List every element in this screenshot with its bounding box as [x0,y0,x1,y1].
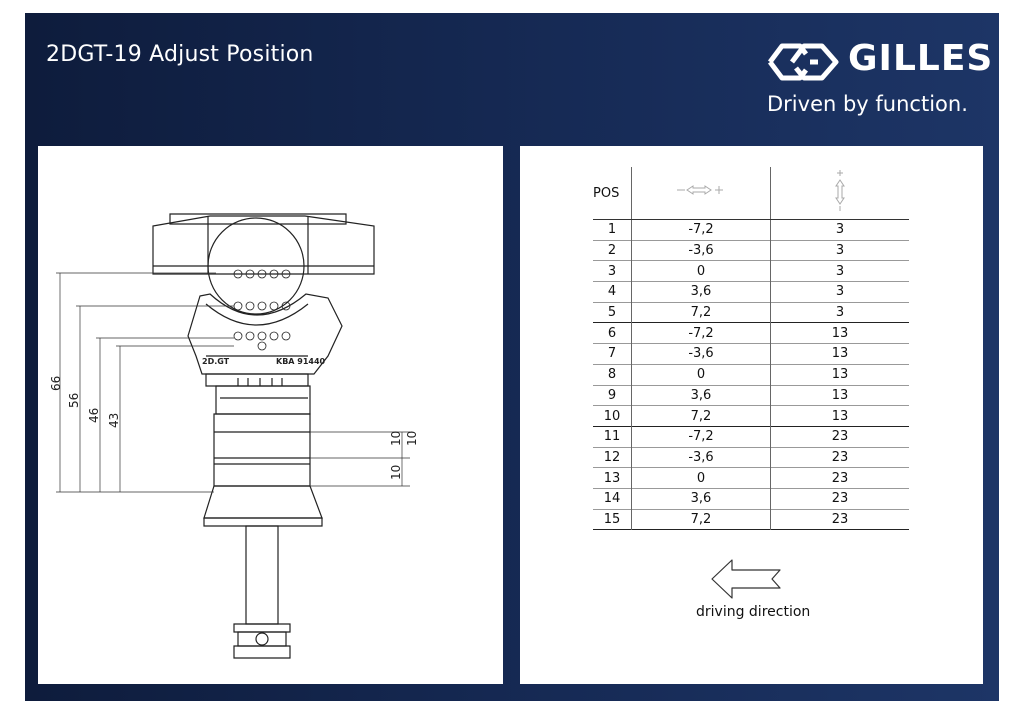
table-row [593,447,909,468]
table-row [593,468,909,489]
cell-vertical: 23 [771,468,910,489]
cell-horizontal: 0 [632,364,771,385]
dim-label: 66 [49,375,63,391]
cell-horizontal: 3,6 [632,385,771,406]
cell-pos: 3 [607,263,617,279]
cell-pos: 12 [603,449,621,465]
table-row [593,302,909,323]
table-row [593,406,909,427]
cell-pos: 14 [603,491,621,507]
cell-vertical: 23 [771,509,910,530]
table-row [593,282,909,303]
cell-vertical: 13 [771,344,910,365]
cell-vertical: 23 [771,447,910,468]
driving-direction-label: driving direction [696,604,811,620]
tagline: Driven by function. [767,92,968,116]
cell-pos: 2 [607,243,617,259]
cell-pos: 4 [607,284,617,300]
cell-vertical: 3 [771,220,910,241]
cell-pos: 15 [603,511,621,527]
part-number: KBA 91440 [276,357,326,366]
cell-vertical: 3 [771,282,910,303]
cell-vertical: 3 [771,240,910,261]
dim-label: 56 [67,392,81,408]
cell-vertical: 13 [771,364,910,385]
dim-label: 10 [389,430,403,446]
cell-pos: 5 [607,305,617,321]
table-row [593,426,909,447]
header-pos: POS [593,167,632,220]
cell-horizontal: 7,2 [632,302,771,323]
vertical-arrows-icon [771,167,910,220]
dim-label: 10 [405,430,419,446]
table-row [593,261,909,282]
dim-label: 43 [107,412,121,428]
cell-pos: 6 [607,325,617,341]
position-table [593,167,909,530]
cell-pos: 9 [607,387,617,403]
cell-horizontal: -7,2 [632,323,771,344]
page-title: 2DGT-19 Adjust Position [46,42,314,67]
table-row [593,240,909,261]
technical-drawing [38,146,503,684]
body-label: 2D.GT [202,357,230,366]
table-row [593,509,909,530]
cell-pos: 13 [603,470,621,486]
cell-pos: 11 [603,429,621,445]
cell-horizontal: -7,2 [632,220,771,241]
cell-horizontal: -3,6 [632,344,771,365]
table-row [593,364,909,385]
cell-horizontal: 3,6 [632,282,771,303]
cell-vertical: 13 [771,406,910,427]
cell-vertical: 13 [771,385,910,406]
table-row [593,344,909,365]
table-row [593,488,909,509]
left-arrow-icon [710,558,782,600]
table-row [593,220,909,241]
cell-vertical: 3 [771,261,910,282]
dim-label: 46 [87,407,101,423]
cell-pos: 1 [607,222,617,238]
cell-horizontal: 0 [632,468,771,489]
cell-horizontal: -7,2 [632,426,771,447]
table-row [593,385,909,406]
table-row [593,323,909,344]
cell-vertical: 23 [771,426,910,447]
drawing-panel [38,146,503,684]
cell-pos: 7 [607,346,617,362]
cell-vertical: 3 [771,302,910,323]
table-header-row [593,167,909,220]
cell-horizontal: 0 [632,261,771,282]
cell-pos: 8 [607,367,617,383]
cell-vertical: 23 [771,488,910,509]
cell-horizontal: -3,6 [632,240,771,261]
cell-pos: 10 [603,408,621,424]
cell-horizontal: 7,2 [632,509,771,530]
cell-vertical: 13 [771,323,910,344]
dim-label: 10 [389,464,403,480]
horizontal-arrows-icon [632,167,771,220]
cell-horizontal: -3,6 [632,447,771,468]
cell-horizontal: 7,2 [632,406,771,427]
cell-horizontal: 3,6 [632,488,771,509]
brand-name: GILLES [848,38,994,79]
